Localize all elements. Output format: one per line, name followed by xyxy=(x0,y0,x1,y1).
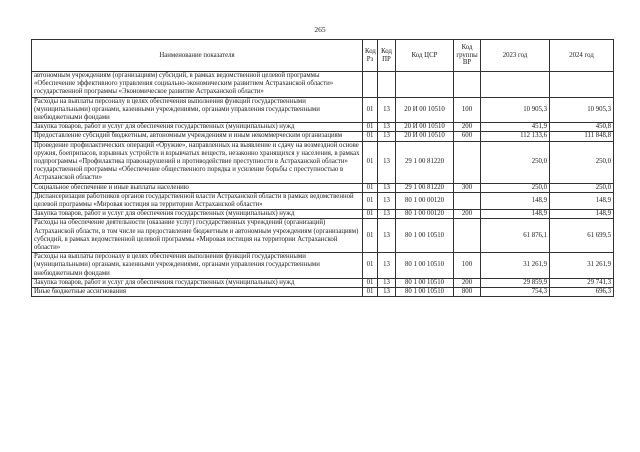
row-vr xyxy=(454,72,481,98)
row-pr: 13 xyxy=(378,183,396,192)
row-2024: 111 848,8 xyxy=(550,132,614,141)
row-vr: 800 xyxy=(454,288,481,297)
row-name: Закупка товаров, работ и услуг для обеспечения государственных (муниципальных) нужд xyxy=(32,123,363,132)
row-rz: 01 xyxy=(363,210,378,219)
row-vr xyxy=(454,219,481,253)
row-csr xyxy=(396,72,454,98)
table-row xyxy=(32,141,614,183)
row-csr: 29 1 00 81220 xyxy=(396,183,454,192)
table-row xyxy=(32,278,614,287)
row-2023: 754,3 xyxy=(481,288,550,297)
row-rz: 01 xyxy=(363,141,378,183)
row-2024: 696,3 xyxy=(550,288,614,297)
row-2023: 112 133,6 xyxy=(481,132,550,141)
row-vr xyxy=(454,192,481,209)
row-pr: 13 xyxy=(378,132,396,141)
row-rz: 01 xyxy=(363,219,378,253)
row-csr: 80 1 00 10510 xyxy=(396,278,454,287)
row-pr: 13 xyxy=(378,219,396,253)
row-name: Предоставление субсидий бюджетным, автономным учреждениям и иным некоммерческим организациям xyxy=(32,132,363,141)
row-csr: 80 1 00 00120 xyxy=(396,192,454,209)
row-vr: 100 xyxy=(454,97,481,123)
row-2024: 148,9 xyxy=(550,210,614,219)
row-csr: 80 1 00 00120 xyxy=(396,210,454,219)
row-name: Диспансеризация работников органов государственной власти Астраханской области в рамках ведомственной целевой программы «Мировая юстиция на территории Астраханской области» xyxy=(32,192,363,209)
table-row xyxy=(32,132,614,141)
table-row xyxy=(32,72,614,98)
table-row xyxy=(32,183,614,192)
row-2024: 250,0 xyxy=(550,141,614,183)
row-pr: 13 xyxy=(378,288,396,297)
row-2024 xyxy=(550,72,614,98)
table-row xyxy=(32,288,614,297)
row-2023: 31 261,9 xyxy=(481,253,550,279)
row-pr xyxy=(378,72,396,98)
header-rz: Код Рз xyxy=(363,40,378,72)
row-name: Закупка товаров, работ и услуг для обеспечения государственных (муниципальных) нужд xyxy=(32,210,363,219)
row-name: Иные бюджетные ассигнования xyxy=(32,288,363,297)
row-2023: 61 876,1 xyxy=(481,219,550,253)
row-csr: 20 И 00 10510 xyxy=(396,132,454,141)
row-csr: 80 1 00 10510 xyxy=(396,253,454,279)
row-csr: 20 И 00 10510 xyxy=(396,97,454,123)
row-csr: 80 1 00 10510 xyxy=(396,288,454,297)
row-name: автономным учреждениям (организациям) субсидий, в рамках ведомственной целевой программы «Обеспечение эффективного управления социально-экономическим развитием Астраханской области» государственной программы «Экономическое развитие Астраханской области» xyxy=(32,72,363,98)
row-2023: 451,9 xyxy=(481,123,550,132)
row-name: Социальное обеспечение и иные выплаты населению xyxy=(32,183,363,192)
row-pr: 13 xyxy=(378,278,396,287)
row-rz xyxy=(363,72,378,98)
table-row xyxy=(32,97,614,123)
row-2023: 250,0 xyxy=(481,183,550,192)
row-rz: 01 xyxy=(363,97,378,123)
row-rz: 01 xyxy=(363,132,378,141)
table-row xyxy=(32,210,614,219)
row-vr: 100 xyxy=(454,253,481,279)
row-csr: 20 И 00 10510 xyxy=(396,123,454,132)
row-pr: 13 xyxy=(378,123,396,132)
row-rz: 01 xyxy=(363,192,378,209)
row-name: Проведение профилактических операций «Оружие», направленных на выявление и сдачу на возмездной основе оружия, боеприпасов, взрывных устройств и взрывчатых веществ, незаконно хранящихся у населения, в рамках подпрограммы «Профилактика правонарушений и противодействие преступности в Астраханской области» государственной программы «Обеспечение общественного порядка и усиление борьбы с преступностью в Астраханской области» xyxy=(32,141,363,183)
row-rz: 01 xyxy=(363,253,378,279)
row-2023 xyxy=(481,72,550,98)
row-2024: 148,9 xyxy=(550,192,614,209)
table-header-row xyxy=(32,40,614,72)
table-row xyxy=(32,123,614,132)
row-rz: 01 xyxy=(363,183,378,192)
page-number: 265 xyxy=(314,25,326,34)
row-2024: 450,8 xyxy=(550,123,614,132)
row-2023: 29 859,9 xyxy=(481,278,550,287)
row-2024: 29 741,3 xyxy=(550,278,614,287)
row-vr: 200 xyxy=(454,278,481,287)
row-pr: 13 xyxy=(378,141,396,183)
row-vr xyxy=(454,141,481,183)
row-2024: 250,0 xyxy=(550,183,614,192)
row-name: Расходы на обеспечение деятельности (оказание услуг) государственных учреждений (организаций) Астраханской области, в том числе на предоставление бюджетным и автономным учреждениям (организациям) субсидий, в рамках ведомственной целевой программы «Мировая юстиция на территории Астраханской области» xyxy=(32,219,363,253)
row-pr: 13 xyxy=(378,97,396,123)
row-pr: 13 xyxy=(378,192,396,209)
table-row xyxy=(32,253,614,279)
row-vr: 200 xyxy=(454,210,481,219)
header-name: Наименование показателя xyxy=(32,40,363,72)
row-name: Расходы на выплаты персоналу в целях обеспечения выполнения функций государственными (муниципальными) органами, казенными учреждениями, органами управления государственными внебюджетными фондами xyxy=(32,253,363,279)
row-2023: 148,9 xyxy=(481,192,550,209)
row-name: Закупка товаров, работ и услуг для обеспечения государственных (муниципальных) нужд xyxy=(32,278,363,287)
row-2023: 10 905,3 xyxy=(481,97,550,123)
table-row xyxy=(32,192,614,209)
budget-table xyxy=(31,39,614,297)
row-csr: 80 1 00 10510 xyxy=(396,219,454,253)
row-2023: 250,0 xyxy=(481,141,550,183)
header-vr: Код группы ВР xyxy=(454,40,481,72)
row-pr: 13 xyxy=(378,253,396,279)
header-2024: 2024 год xyxy=(550,40,614,72)
row-rz: 01 xyxy=(363,288,378,297)
row-name: Расходы на выплаты персоналу в целях обеспечения выполнения функций государственными (муниципальными) органами, казенными учреждениями, органами управления государственными внебюджетными фондами xyxy=(32,97,363,123)
row-2024: 10 905,3 xyxy=(550,97,614,123)
row-vr: 300 xyxy=(454,183,481,192)
header-pr: Код ПР xyxy=(378,40,396,72)
table-row xyxy=(32,219,614,253)
header-2023: 2023 год xyxy=(481,40,550,72)
row-2023: 148,9 xyxy=(481,210,550,219)
row-vr: 600 xyxy=(454,132,481,141)
row-pr: 13 xyxy=(378,210,396,219)
row-rz: 01 xyxy=(363,278,378,287)
row-2024: 61 699,5 xyxy=(550,219,614,253)
row-csr: 29 1 00 81220 xyxy=(396,141,454,183)
row-vr: 200 xyxy=(454,123,481,132)
header-csr: Код ЦСР xyxy=(396,40,454,72)
row-2024: 31 261,9 xyxy=(550,253,614,279)
row-rz: 01 xyxy=(363,123,378,132)
